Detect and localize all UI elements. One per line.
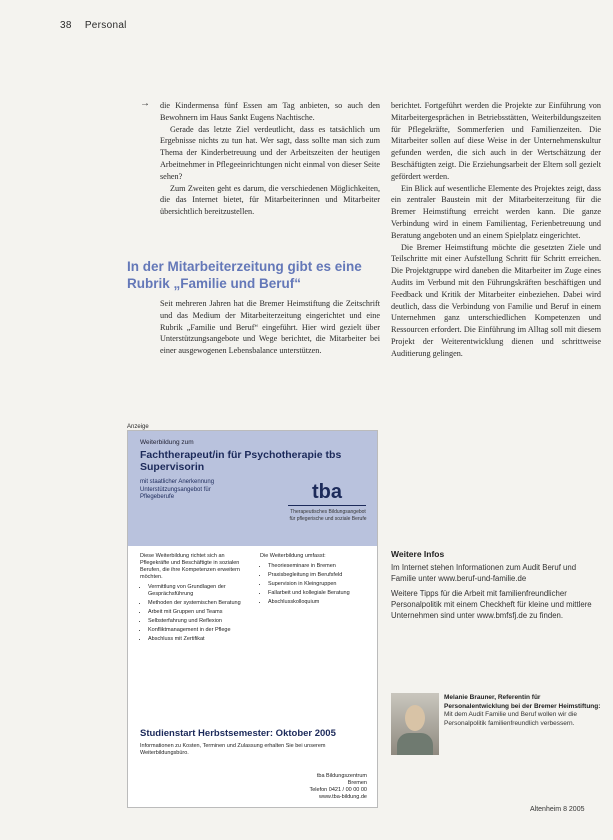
- ad-subtitle: Weiterbildung zum: [140, 439, 194, 446]
- paragraph: Seit mehreren Jahren hat die Bremer Heimstiftung die Zeitschrift und das Medium der Mitarbeiterzeitung eingerichtet und eine Rubrik „Familie und Beruf“ eingeführt. Hier wird gezielt über Unterstützungsangebote und Wege berichtet, die Mitarbeiter bei einer ausgewogenen Lebensbalance unterstützen.: [160, 299, 380, 356]
- list-item: • Methoden der systemischen Beratung: [148, 600, 250, 607]
- ad-body-right: [260, 553, 372, 608]
- caption-text: Mit dem Audit Familie und Beruf wollen wir die Personalpolitik familienfreundlich verbessern.: [444, 711, 577, 727]
- list-item: • Vermittlung von Grundlagen der Gesprächsführung: [148, 584, 250, 598]
- ad-logo: tba: [312, 481, 342, 503]
- advertisement: [127, 430, 378, 808]
- info-paragraph: Weitere Tipps für die Arbeit mit familienfreundlicher Personalpolitik mit einem Checkheft für kleine und mittlere Unternehmen sind unter www.bmfsfj.de zu finden.: [391, 589, 592, 620]
- ad-tagline: mit staatlicher Anerkennung Unterstützungsangebot für Pflegeberufe: [140, 479, 215, 500]
- list-item: • Supervision in Kleingruppen: [268, 581, 372, 588]
- ad-logo-subtitle: Therapeutisches Bildungsangebot für pflegerische und soziale Berufe: [289, 509, 367, 522]
- portrait-body: [397, 733, 433, 755]
- page-header: [60, 20, 127, 31]
- paragraph: Zum Zweiten geht es darum, die verschiedenen Möglichkeiten, die das Internet bietet, für Mitarbeiterinnen und Mitarbeiter übersichtlich bereitzustellen.: [160, 183, 380, 217]
- info-heading: Weitere Infos: [391, 549, 445, 559]
- page-footer: Altenheim 8 2005: [530, 806, 585, 813]
- list-item: • Selbsterfahrung und Reflexion: [148, 618, 250, 625]
- right-column: [391, 100, 601, 360]
- list-item: • Konfliktmanagement in der Pflege: [148, 627, 250, 634]
- list-item: • Praxisbegleitung im Berufsfeld: [268, 572, 372, 579]
- caption-name: Melanie Brauner, Referentin für Personalentwicklung bei der Bremer Heimstiftung:: [444, 694, 601, 710]
- ad-list-right: [260, 563, 372, 606]
- bullet-paragraph: die Kindermensa fünf Essen am Tag anbieten, so auch den Bewohnern im Haus Sankt Eugens Nachtische.: [160, 101, 380, 122]
- logo-divider: [288, 505, 366, 506]
- portrait-photo: [391, 693, 439, 755]
- list-item: • Arbeit mit Gruppen und Teams: [148, 609, 250, 616]
- left-column: [160, 100, 380, 218]
- ad-title: Fachtherapeut/in für Psychotherapie tbs Supervisorin: [140, 449, 342, 473]
- ad-study-text: Informationen zu Kosten, Terminen und Zulassung erhalten Sie bei unserem Weiterbildungsbüro.: [140, 743, 326, 756]
- paragraph: Die Bremer Heimstiftung möchte die gesetzten Ziele und Teilschritte mit einer Aufstellung Schritt für Schritt erreichen. Die Projektgruppe wird daneben die Mitarbeiter im Zuge eines Audits im Verbund mit den Führungskräften beschäftigen und Feedback und Kritik der Mitarbeiter einbeziehen. Dabei wird deutlich, dass die Verbindung von Familie und Beruf in einem Unternehmen ganz unterschiedlichen Kompetenzen und Ressourcen erfordert. Die Einführung im Alltag soll mit diesem Projekt der Weiterentwicklung dienen und schrittweise Auditierung gelingen.: [391, 242, 601, 358]
- arrow-right-icon: →: [140, 98, 150, 109]
- ad-study-title: Studienstart Herbstsemester: Oktober 2005: [140, 728, 336, 739]
- ad-intro: Diese Weiterbildung richtet sich an Pflegekräfte und Beschäftigte in sozialen Berufen, die ihre Kompetenzen erweitern möchten.: [140, 553, 240, 580]
- ad-label: Anzeige: [127, 424, 149, 430]
- info-box: [391, 562, 601, 625]
- paragraph: berichtet. Fortgeführt werden die Projekte zur Einführung von Mitarbeitergesprächen in Betriebsstätten, Weiterbildungszeiten für Pflegekräfte, Sommerferien und Familienzeiten. Die Mitarbeiter sollen auf diese Weise in der Unternehmenskultur gefunden werden, die sich auch in der Wertschätzung der Beschäftigten zeigt. Die Erziehungsarbeit der Eltern soll gezielt gefördert werden.: [391, 101, 601, 181]
- page-number: 38: [60, 20, 72, 31]
- ad-list-left: [140, 584, 250, 643]
- ad-intro: Die Weiterbildung umfasst:: [260, 553, 326, 559]
- paragraph: Gerade das letzte Ziel verdeutlicht, dass es tatsächlich um Ergebnisse nichts zu tun hat. Wer sagt, dass sollte man sich zum Thema der Kinderbetreuung und der Arbeitszeiten der heutigen Arbeitnehmer in Pflegeeinrichtungen nicht einmal von dieser Seite sehen?: [160, 124, 380, 181]
- list-item: • Fallarbeit und kollegiale Beratung: [268, 590, 372, 597]
- ad-body-left: [140, 553, 250, 645]
- photo-caption: [444, 694, 604, 728]
- portrait-face: [405, 705, 425, 731]
- section-title: Personal: [84, 20, 127, 31]
- list-item: • Abschluss mit Zertifikat: [148, 636, 250, 643]
- list-item: • Theorieseminare in Bremen: [268, 563, 372, 570]
- info-paragraph: Im Internet stehen Informationen zum Audit Beruf und Familie unter www.beruf-und-familie.de: [391, 563, 577, 583]
- ad-header-band: [128, 431, 377, 546]
- paragraph: Ein Blick auf wesentliche Elemente des Projektes zeigt, dass ein zentraler Baustein mit der Mitarbeiterzeitung für die Bremer Heimstiftung erreicht werden kann. Die ganze Verbindung wird in einem Familientag, Ferienbetreuung und Beratung angeboten und an einem Spielplatz eingerichtet.: [391, 183, 601, 240]
- left-column-lower: [160, 298, 380, 357]
- article-subheading: In der Mitarbeiterzeitung gibt es eine Rubrik „Familie und Beruf“: [127, 259, 362, 291]
- ad-contact: tba Bildungszentrum Bremen Telefon 0421 / 00 00 00 www.tba-bildung.de: [309, 773, 367, 800]
- list-item: • Abschlusskolloquium: [268, 599, 372, 606]
